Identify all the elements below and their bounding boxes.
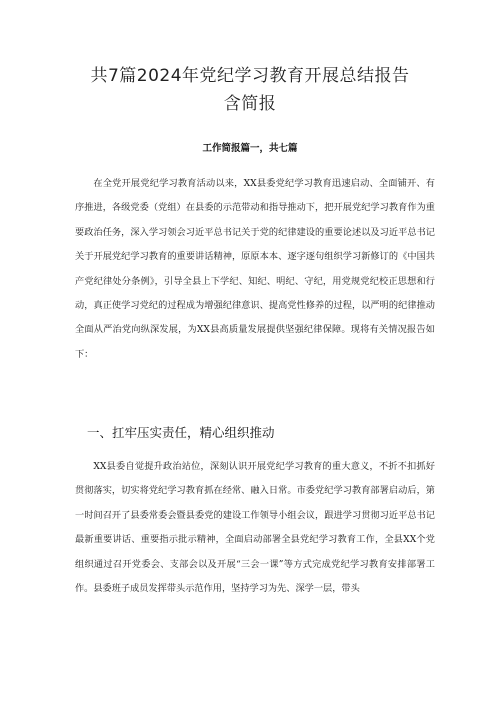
section-paragraph: XX县委自觉提升政治站位，深刻认识开展党纪学习教育的重大意义，不折不扣抓好贯彻落实，切实将党纪学习教育抓在经常、融入日常。市委党纪学习教育部署启动后，第一时间召开了县委常委会暨县委党的建设工作领导小组会议，跟进学习贯彻习近平总书记最新重要讲话、重要指示批示精神，全面启动部署全县党纪学习教育工作，全县XX个党组织通过召开党委会、支部会以及开展“三会一课”等方式完成党纪学习教育安排部署工作。县委班子成员发挥带头示范作用，坚持学习为先、深学一层，带头 <box>75 461 435 595</box>
intro-paragraph: 在全党开展党纪学习教育活动以来，XX县委党纪学习教育迅速启动、全面铺开、有序推进，各级党委（党组）在县委的示范带动和指导推动下，把开展党纪学习教育作为重要政治任务，深入学习领会习近平总书记关于党的纪律建设的重要论述以及习近平总书记关于开展党纪学习教育的重要讲话精神，原原本本、逐字逐句组织学习新修订的《中国共产党纪律处分条例》，引导全县上下学纪、知纪、明纪、守纪，用党规党纪校正思想和行动，真正使学习党纪的过程成为增强纪律意识、提高党性修养的过程，以严明的纪律推动全面从严治党向纵深发展，为XX县高质量发展提供坚强纪律保障。现将有关情况报告如下： <box>75 178 435 360</box>
document-title: 共7篇2024年党纪学习教育开展总结报告 <box>90 66 410 86</box>
section-heading: 一、扛牢压实责任，精心组织推动 <box>87 425 275 440</box>
section-paragraph-block <box>75 455 435 601</box>
document-title-line2: 含简报 <box>223 94 277 114</box>
intro-paragraph-block <box>75 172 435 367</box>
document-subtitle: 工作简报篇一，共七篇 <box>202 143 298 154</box>
